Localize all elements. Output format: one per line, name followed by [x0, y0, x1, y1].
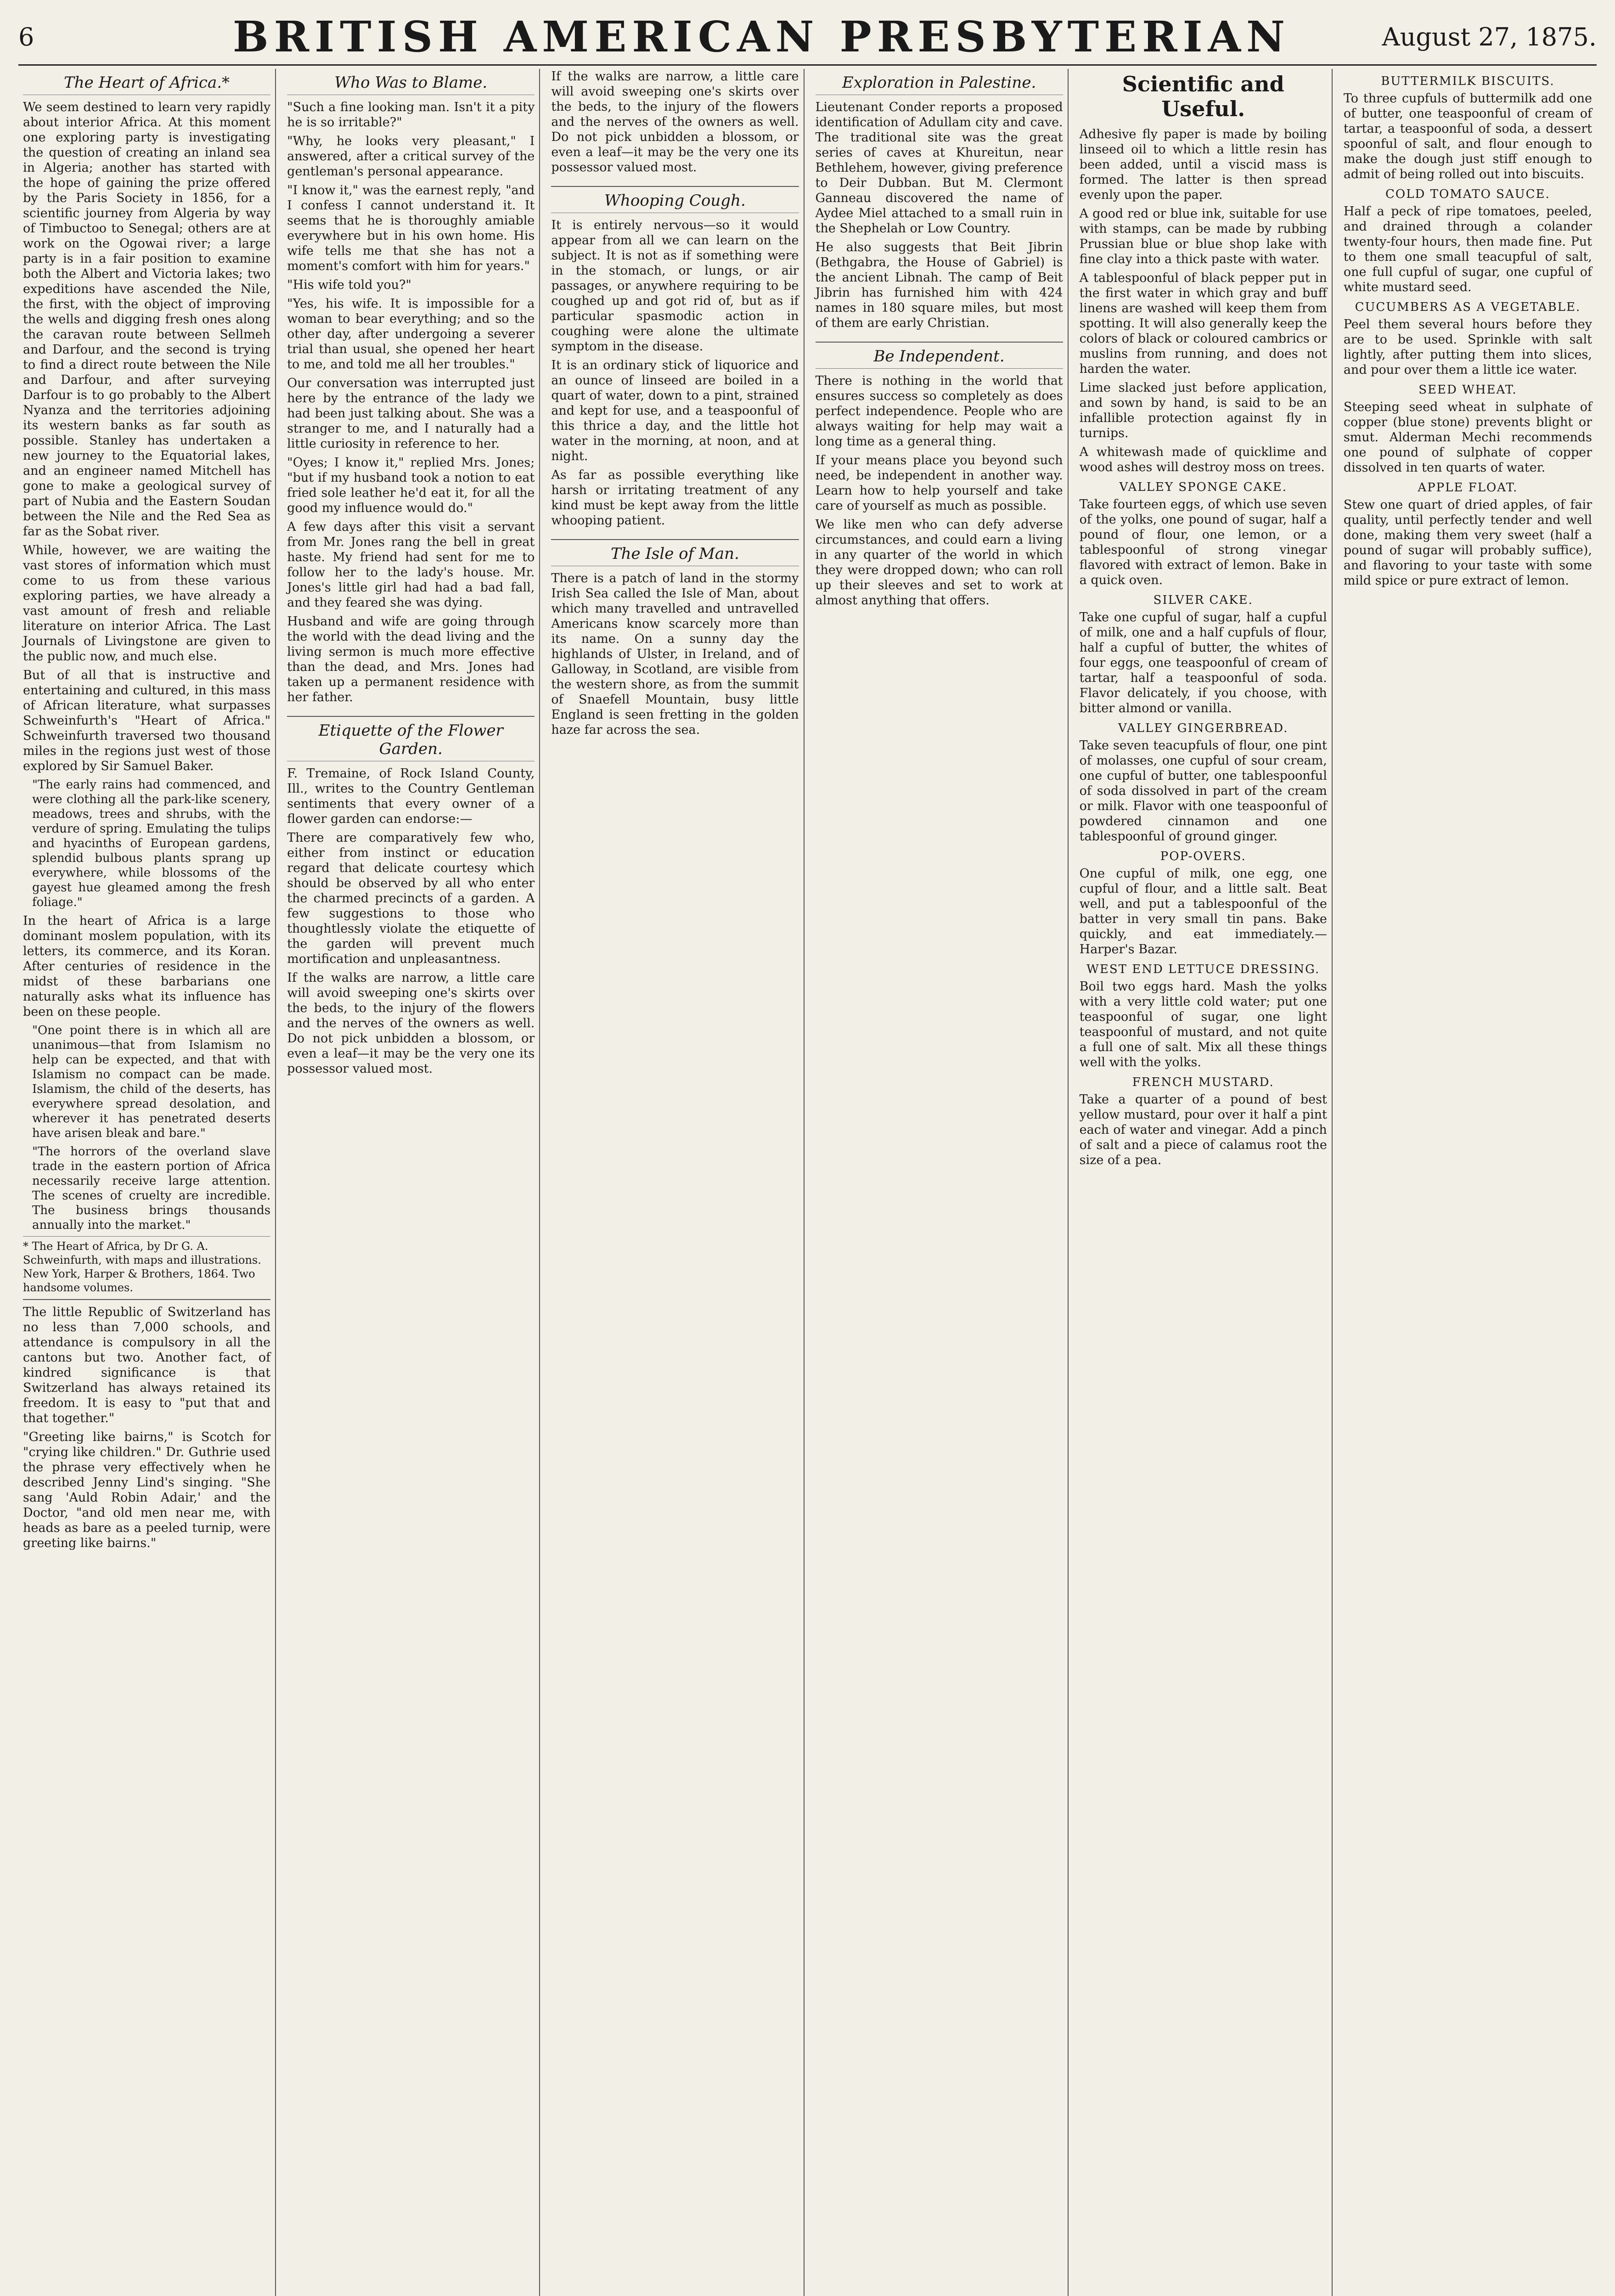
recipe-title: WEST END LETTUCE DRESSING.	[1086, 962, 1320, 976]
paragraph: "Oyes; I know it," replied Mrs. Jones; "but if my husband took a notion to eat fried sole leather he'd eat it, for all the good my influence would do."	[287, 456, 535, 515]
paragraph: It is entirely nervous—so it would appear from all we can learn on the subject. It is not as if something were in the stomach, or lungs, or air passages, or anywhere requiring to be coughed up and got rid of, but as if particular spasmodic action in coughing were alone the ultimate symptom in the disease.	[551, 218, 799, 354]
column-4	[811, 69, 1069, 2296]
paragraph: A tablespoonful of black pepper put in the first water in which gray and buff linens are washed will keep them from spotting. It will also generally keep the colors of black or coloured cambrics or muslins from running, and does not harden the water.	[1079, 271, 1327, 376]
recipe-text: Take a quarter of a pound of best yellow mustard, pour over it half a pint each of water and vinegar. Add a pinch of salt and a piece of calamus root the size of a pea.	[1079, 1092, 1327, 1167]
paragraph: If the walks are narrow, a little care will avoid sweeping one's skirts over the beds, to the injury of the flowers and the nerves of the owners as well. Do not pick unbidden a blossom, or even a leaf—it may be the very one its possessor valued most.	[551, 69, 799, 174]
article-isle-of-man	[551, 545, 799, 737]
recipe-title: COLD TOMATO SAUCE.	[1385, 187, 1550, 201]
article-headline: Exploration in Palestine.	[816, 73, 1063, 95]
recipe-text: Peel them several hours before they are to be used. Sprinkle with salt lightly, after putting them into slices, and pour over them a little ice water.	[1343, 317, 1592, 377]
paragraph: Lieutenant Conder reports a proposed identification of Adullam city and cave. The traditional site was the great series of caves at Khureitun, near Bethlehem, however, giving preference to Deir Dubban. But M. Clermont Ganneau discovered the name of Aydee Miel attached to a small ruin in the Shephelah or Low Country.	[815, 100, 1063, 236]
paragraph: The little Republic of Switzerland has no less than 7,000 schools, and attendance is compulsory in all the cantons but two. Another fact, of kindred significance is that Switzerland has always retained its freedom. It is easy to "put that and that together."	[23, 1305, 271, 1425]
paragraph: "Greeting like bairns," is Scotch for "crying like children." Dr. Guthrie used the phrase very effectively when he described Jenny Lind's singing. "She sang 'Auld Robin Adair,' and the Doctor, "and old men near me, with heads as bare as a peeled turnip, were greeting like bairns."	[23, 1430, 271, 1550]
paragraph: F. Tremaine, of Rock Island County, Ill., writes to the Country Gentleman sentiments that every owner of a flower garden can endorse:—	[287, 766, 535, 826]
divider	[23, 1299, 270, 1300]
paragraph: In the heart of Africa is a large dominant moslem population, with its letters, its commerce, and its Koran. After centuries of residence in the midst of these barbarians one naturally asks what its influence has been on these people.	[23, 914, 271, 1019]
article-who-to-blame	[287, 73, 535, 705]
column-1	[18, 69, 276, 2296]
recipe-title: BUTTERMILK BISCUITS.	[1381, 74, 1555, 88]
paragraph: There is a patch of land in the stormy Irish Sea called the Isle of Man, about which many travelled and untravelled Americans know scarcely more than its name. On a sunny day the highlands of Ulster, in Ireland, and of Galloway, in Scotland, are visible from the western shore, as from the summit of Snaefell Mountain, busy little England is seen fretting in the golden haze far across the sea.	[551, 571, 799, 737]
article-headline: The Isle of Man.	[551, 545, 799, 566]
recipe-text: Boil two eggs hard. Mash the yolks with a very little cold water; put one teaspoonful of sugar, one light teaspoonful of mustard, and not quite a full one of salt. Mix all these things well with the yolks.	[1079, 979, 1327, 1069]
recipe-title: SILVER CAKE.	[1153, 593, 1253, 607]
paragraph: "Such a fine looking man. Isn't it a pity he is so irritable?"	[287, 100, 535, 129]
paragraph: We like men who can defy adverse circumstances, and could earn a living in any quarter of the world in which they were dropped down; who can roll up their sleeves and set to work at almost anything that offers.	[815, 518, 1063, 608]
recipe-title: FRENCH MUSTARD.	[1132, 1075, 1274, 1089]
column-5	[1075, 69, 1333, 2296]
recipe-text: One cupful of milk, one egg, one cupful of flour, and a little salt. Beat well, and put a tablespoonful of the batter in very small tin pans. Bake quickly, and eat immediately.—Harper's Bazar.	[1079, 867, 1327, 957]
paragraph: Husband and wife are going through the world with the dead living and the living sermon is much more effective than the dead, and Mrs. Jones had taken up a permanent residence with her father.	[287, 614, 535, 704]
paragraph: A good red or blue ink, suitable for use with stamps, can be made by rubbing Prussian blue or blue shop lake with fine clay into a thick paste with water.	[1079, 207, 1327, 266]
newspaper-title: BRITISH AMERICAN PRESBYTERIAN	[232, 12, 1291, 62]
divider	[551, 539, 799, 540]
paragraph: A few days after this visit a servant from Mr. Jones rang the bell in great haste. My friend had sent for me to follow her to the lady's house. Mr. Jones's little girl had had a bad fall, and they feared she was dying.	[287, 520, 535, 610]
column-3	[546, 69, 804, 2296]
paragraph: "His wife told you?"	[287, 278, 411, 292]
article-palestine	[816, 73, 1063, 331]
recipe-text: Steeping seed wheat in sulphate of copper (blue stone) prevents blight or smut. Alderman Mechi recommends one pound of sulphate of copper dissolved in ten quarts of water.	[1343, 400, 1592, 475]
paragraph: Our conversation was interrupted just here by the entrance of the lady we had been just talking about. She was a stranger to me, and I naturally had a little curiosity in reference to her.	[287, 376, 535, 451]
divider	[287, 716, 535, 717]
paragraph: It is an ordinary stick of liquorice and an ounce of linseed are boiled in a quart of water, down to a pint, strained and kept for use, and a teaspoonful of this thrice a day, and the little hot water in the morning, at noon, and at night.	[551, 358, 799, 463]
paragraph: If the walks are narrow, a little care will avoid sweeping one's skirts over the beds, to the injury of the flowers and the nerves of the owners as well. Do not pick unbidden a blossom, or even a leaf—it may be the very one its possessor valued most.	[287, 971, 535, 1076]
paragraph: "I know it," was the earnest reply, "and I confess I cannot understand it. It seems that he is thoroughly amiable everywhere but in his own home. His wife tells me that she has not a moment's comfort with him for years."	[287, 183, 535, 273]
article-headline: Be Independent.	[816, 347, 1063, 369]
article-headline: Whooping Cough.	[551, 191, 799, 213]
recipe-text: Take one cupful of sugar, half a cupful of milk, one and a half cupfuls of flour, half a cupful of butter, the whites of four eggs, one teaspoonful of cream of tartar, half a teaspoonful of soda. Flavor delicately, if you choose, with bitter almond or vanilla.	[1079, 610, 1327, 715]
article-flower-garden-cont	[551, 69, 799, 175]
article-whooping-cough	[551, 191, 799, 528]
page-number: 6	[18, 22, 34, 51]
paragraph: He also suggests that Beit Jibrin (Bethgabra, the House of Gabriel) is the ancient Libnah. The camp of Beit Jibrin has furnished him with 424 names in 180 square miles, but most of them are early Christian.	[815, 240, 1063, 330]
recipe-text: Stew one quart of dried apples, of fair quality, until perfectly tender and well done, making them very sweet (half a pound of sugar will probably suffice), and flavoring to your taste with some mild spice or pure extract of lemon.	[1343, 498, 1592, 588]
paragraph: Lime slacked just before application, and sown by hand, is said to be an infallible protection against fly in turnips.	[1079, 381, 1327, 440]
paragraph: As far as possible everything like harsh or irritating treatment of any kind must be kept away from the little whooping patient.	[551, 468, 799, 528]
recipe-title: APPLE FLOAT.	[1418, 481, 1518, 495]
paragraph: We seem destined to learn very rapidly about interior Africa. At this moment one exploring party is investigating the question of creating an inland sea in Algeria; another has started with the hope of gaining the prize offered by the Paris Society in 1856, for a scientific journey from Algeria by way of Timbuctoo to Senegal; others are at work on the Ogowai river; a large party is in a fair position to examine both the Albert and Victoria lakes; two expeditions have ascended the Nile, the first, with the object of improving the wells and digging fresh ones along the caravan route between Sellmeh and Darfour, and the second is trying to find a direct route between the Nile and Darfour, and after surveying Darfour is to go probably to the Albert Nyanza and the territories adjoining its western banks as far south as possible. Stanley has undertaken a new journey to the Equatorial lakes, and an engineer named Mitchell has gone to make a geological survey of part of Nubia and the Eastern Soudan between the Nile and the Red Sea as far as the Sobat river.	[23, 100, 271, 539]
article-scientific-useful-cont	[1344, 74, 1592, 588]
quotation: "One point there is in which all are unanimous—that from Islamism no help can be expected, and that with Islamism no compact can be made. Islamism, the child of the deserts, has everywhere spread desolation, and wherever it has penetrated deserts have arisen bleak and bare."	[32, 1024, 271, 1140]
paragraph: A whitewash made of quicklime and wood ashes will destroy moss on trees.	[1079, 445, 1327, 474]
column-2	[282, 69, 540, 2296]
article-headline: Etiquette of the Flower Garden.	[287, 721, 535, 761]
recipe-title: VALLEY GINGERBREAD.	[1118, 721, 1289, 735]
quotation: "The horrors of the overland slave trade in the eastern portion of Africa necessarily receive large attention. The scenes of cruelty are incredible. The business brings thousands annually into the market."	[32, 1145, 271, 1232]
section-heading: Scientific and Useful.	[1122, 72, 1284, 121]
column-6	[1339, 69, 1597, 2296]
paragraph: While, however, we are waiting the vast stores of information which must come to us from these various exploring parties, we have already a vast amount of fresh and reliable literature on interior Africa. The Last Journals of Livingstone are given to the public now, and much else.	[23, 543, 271, 664]
divider	[816, 342, 1063, 343]
article-headline: Who Was to Blame.	[287, 73, 535, 95]
issue-date: August 27, 1875.	[1382, 22, 1597, 51]
article-scientific-useful	[1080, 72, 1327, 1168]
paragraph: There is nothing in the world that ensures success so completely as does perfect independence. People who are always waiting for help may wait a long time as a general thing.	[815, 374, 1063, 449]
footnote: * The Heart of Africa, by Dr G. A. Schweinfurth, with maps and illustrations. New York, Harper & Brothers, 1864. Two handsome volumes.	[23, 1236, 270, 1294]
recipe-title: VALLEY SPONGE CAKE.	[1119, 480, 1287, 494]
paragraph: "Yes, his wife. It is impossible for a woman to bear everything; and so the other day, after undergoing a severer trial than usual, she opened her heart to me, and told me all her troubles."	[287, 297, 535, 371]
article-independent	[816, 347, 1063, 608]
paragraph: Adhesive fly paper is made by boiling linseed oil to which a little resin has been added, until a viscid mass is formed. The latter is then spread evenly upon the paper.	[1079, 127, 1327, 202]
paragraph: There are comparatively few who, either from instinct or education regard that delicate courtesy which should be observed by all who enter the charmed precincts of a garden. A few suggestions to those who thoughtlessly violate the etiquette of the garden will prevent much mortification and unpleasantness.	[287, 831, 535, 966]
masthead	[18, 9, 1597, 66]
paragraph: If your means place you beyond such need, be independent in another way. Learn how to help yourself and take care of yourself as much as possible.	[815, 453, 1063, 513]
quotation: "The early rains had commenced, and were clothing all the park-like scenery, meadows, trees and shrubs, with the verdure of spring. Emulating the tulips and hyacinths of European gardens, splendid bulbous plants sprang up everywhere, while blossoms of the gayest hue gleamed among the fresh foliage."	[32, 778, 271, 909]
columns	[18, 69, 1597, 2296]
recipe-title: SEED WHEAT.	[1418, 383, 1517, 397]
article-flower-garden	[287, 721, 535, 1076]
recipe-title: POP-OVERS.	[1160, 850, 1246, 863]
recipe-text: Take seven teacupfuls of flour, one pint of molasses, one cupful of sour cream, one cupful of butter, one tablespoonful of soda dissolved in part of the cream or milk. Flavor with one teaspoonful of powdered cinnamon and one tablespoonful of ground ginger.	[1079, 738, 1327, 844]
article-headline: The Heart of Africa.*	[23, 73, 270, 95]
paragraph: But of all that is instructive and entertaining and cultured, in this mass of African literature, what surpasses Schweinfurth's "Heart of Africa." Schweinfurth traversed two thousand miles in the regions just west of those explored by Sir Samuel Baker.	[23, 668, 271, 773]
divider	[551, 186, 799, 187]
recipe-title: CUCUMBERS AS A VEGETABLE.	[1355, 300, 1581, 314]
paragraph: "Why, he looks very pleasant," I answered, after a critical survey of the gentleman's personal appearance.	[287, 134, 535, 179]
recipe-text: Take fourteen eggs, of which use seven of the yolks, one pound of sugar, half a pound of flour, one lemon, or a tablespoonful of strong vinegar flavored with extract of lemon. Bake in a quick oven.	[1079, 497, 1327, 587]
recipe-text: To three cupfuls of buttermilk add one of butter, one teaspoonful of cream of tartar, a teaspoonful of soda, a dessert spoonful of salt, and flour enough to make the dough just stiff enough to admit of being rolled out into biscuits.	[1343, 91, 1592, 181]
article-heart-of-africa	[23, 73, 270, 1551]
recipe-text: Half a peck of ripe tomatoes, peeled, and drained through a colander twenty-four hours, then made fine. Put to them one small teacupful of salt, one full cupful of sugar, one cupful of white mustard seed.	[1343, 204, 1592, 294]
